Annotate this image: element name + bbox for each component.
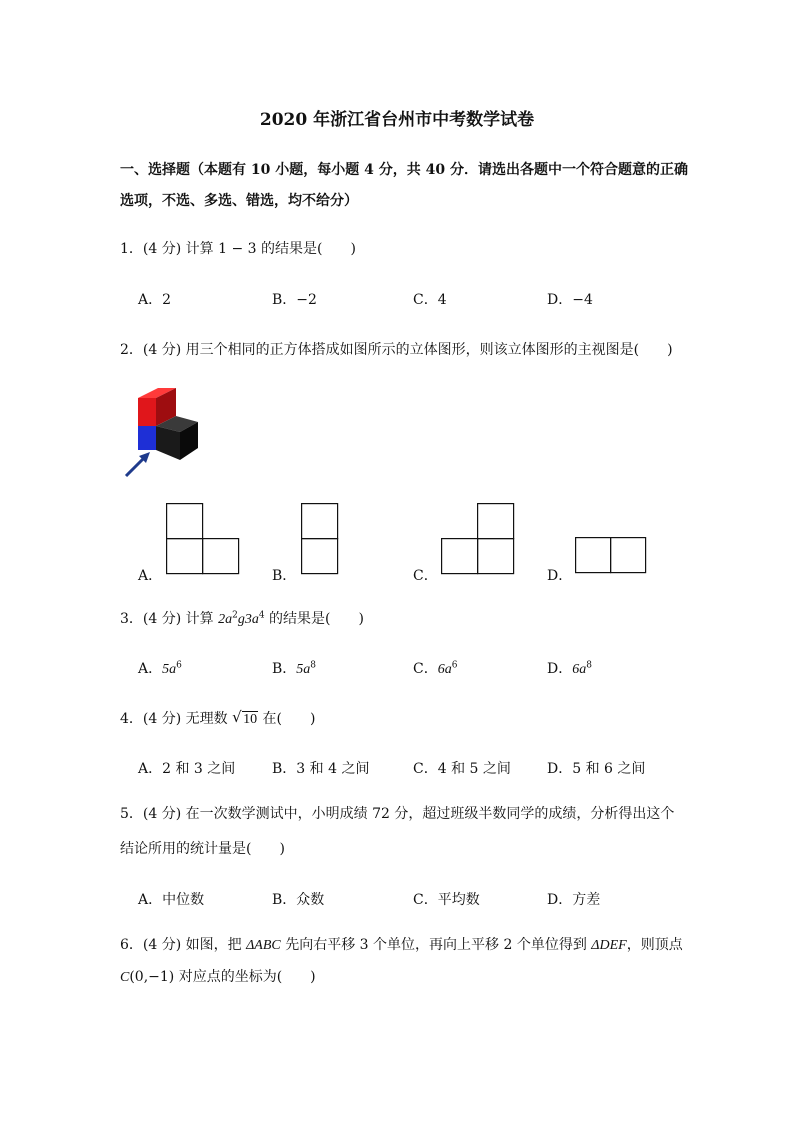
q1-option-a[interactable]: A．2	[138, 292, 172, 308]
q3-option-d[interactable]: D．$6a^8$	[547, 660, 592, 677]
q4-option-b[interactable]: B．3 和 4 之间	[272, 761, 370, 777]
q3-option-a[interactable]: A．$5a^6$	[138, 660, 182, 677]
q2-option-c[interactable]: C．	[413, 568, 438, 584]
question-5-stem-line2: 结论所用的统计量是( )	[120, 841, 285, 857]
question-2-stem: 2．(4 分) 用三个相同的正方体搭成如图所示的立体图形，则该立体图形的主视图是( )	[120, 342, 673, 358]
cube-figure	[120, 384, 210, 484]
section-heading-line2: 选项，不选、多选、错选，均不给分）	[120, 193, 358, 209]
question-1-stem: 1．(4 分) 计算 1 − 3 的结果是( )	[120, 241, 356, 257]
q3-option-b[interactable]: B．$5a^8$	[272, 660, 317, 677]
q2-option-b-figure	[301, 503, 339, 575]
q4-option-c[interactable]: C．4 和 5 之间	[413, 761, 511, 777]
q5-option-b[interactable]: B．众数	[272, 892, 325, 908]
question-6-stem-line1: 6．(4 分) 如图，把 ΔABC 先向右平移 3 个单位，再向上平移 2 个单位得到 ΔDEF，则顶点	[120, 937, 683, 953]
page-title: 2020 年浙江省台州市中考数学试卷	[259, 110, 535, 130]
q5-option-d[interactable]: D．方差	[547, 892, 601, 908]
q3-option-c[interactable]: C．$6a^6$	[413, 660, 458, 677]
q5-option-c[interactable]: C．平均数	[413, 892, 480, 908]
red-cube-front	[138, 398, 156, 426]
q2-option-b[interactable]: B．	[272, 568, 297, 584]
section-heading-line1: 一、选择题（本题有 10 小题，每小题 4 分，共 40 分．请选出各题中一个符合题意的正确	[120, 162, 688, 178]
q1-option-c[interactable]: C．4	[413, 292, 447, 308]
q2-option-d[interactable]: D．	[547, 568, 573, 584]
black-cube-front	[156, 426, 180, 460]
q2-option-a[interactable]: A．	[138, 568, 163, 584]
blue-cube-front	[138, 426, 156, 450]
question-4-stem: 4．(4 分) 无理数 √ 10 在( )	[120, 708, 316, 727]
question-3-stem: 3．(4 分) 计算 $2a^2g3a^4$ 的结果是( )	[120, 610, 364, 627]
q5-option-a[interactable]: A．中位数	[138, 892, 205, 908]
q2-option-a-figure	[166, 503, 240, 575]
q1-option-b[interactable]: B．−2	[272, 292, 317, 308]
question-5-stem-line1: 5．(4 分) 在一次数学测试中，小明成绩 72 分，超过班级半数同学的成绩，分析得出这个	[120, 806, 675, 822]
sqrt-symbol: √ 10	[232, 708, 258, 727]
q4-option-d[interactable]: D．5 和 6 之间	[547, 761, 646, 777]
q2-option-c-figure	[441, 503, 515, 575]
q1-option-d[interactable]: D．−4	[547, 292, 593, 308]
q2-option-d-figure	[575, 537, 647, 575]
question-6-stem-line2: C(0,−1) 对应点的坐标为( )	[120, 969, 316, 985]
q4-option-a[interactable]: A．2 和 3 之间	[138, 761, 236, 777]
